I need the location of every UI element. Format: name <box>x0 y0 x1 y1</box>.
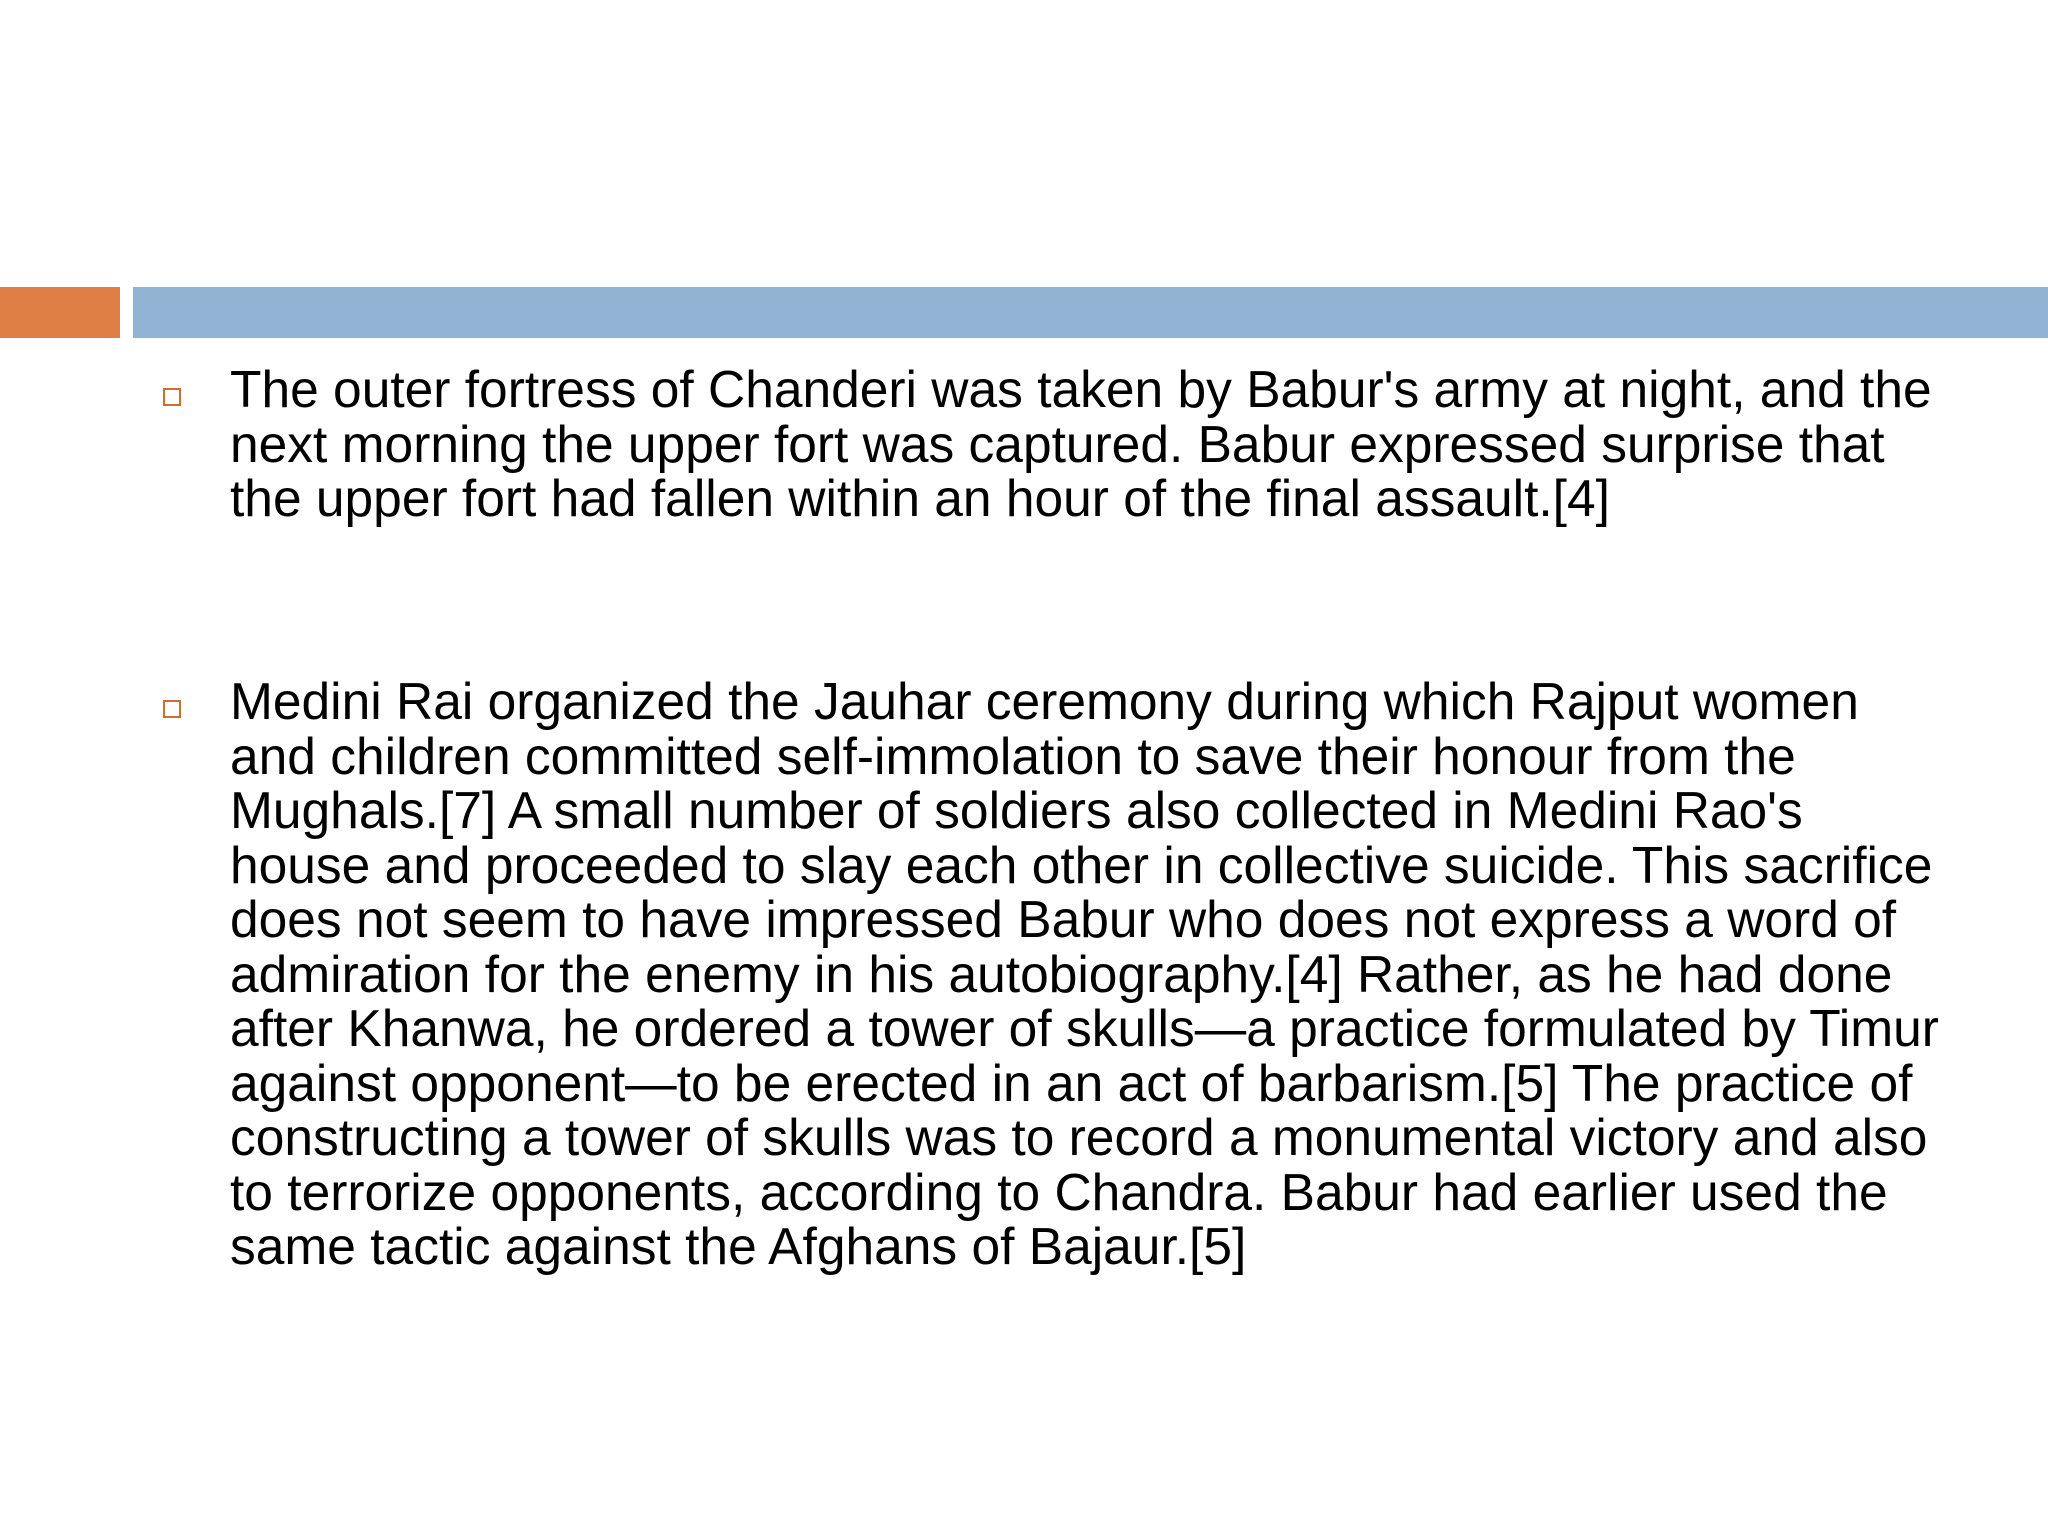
bullet-text: Medini Rai organized the Jauhar ceremony during which Rajput women and children committed self-immolation to save their honour from the Mughals.[7] A small number of soldiers also collected in Medini Rao's house and proceeded to slay each other in collective suicide. This sacrifice does not seem to have impressed Babur who does not express a word of admiration for the enemy in his autobiography.[4] Rather, as he had done after Khanwa, he ordered a tower of skulls—a practice formulated by Timur against opponent—to be erected in an act of barbarism.[5] The practice of constructing a tower of skulls was to record a monumental victory and also to terrorize opponents, according to Chandra. Babur had earlier used the same tactic against the Afghans of Bajaur.[5] <box>230 672 1939 1275</box>
bullet-text: The outer fortress of Chanderi was taken by Babur's army at night, and the next morning the upper fort was captured. Babur expressed surprise that the upper fort had fallen within an hour of the final assault.[4] <box>230 360 1932 527</box>
title-accent-block <box>0 287 120 338</box>
hollow-square-bullet-icon <box>163 388 181 406</box>
title-header-bar <box>133 287 2048 338</box>
hollow-square-bullet-icon <box>163 700 181 718</box>
